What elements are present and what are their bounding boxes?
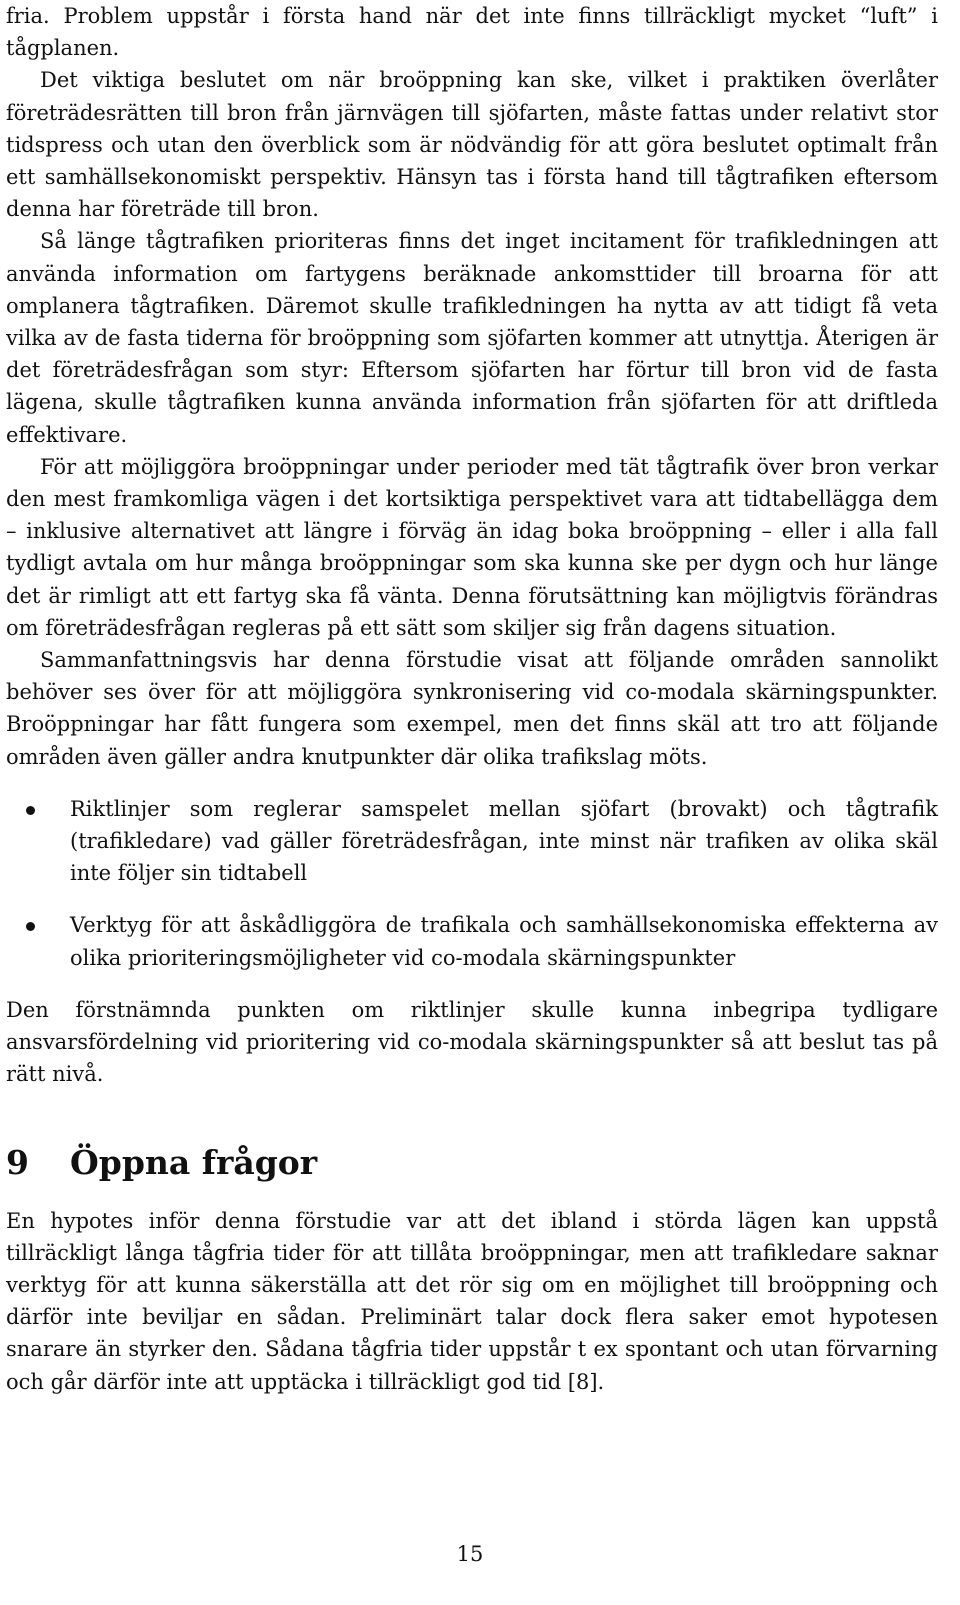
bullet-text: Verktyg för att åskådliggöra de trafikala och samhällsekonomiska effekterna av olika prioriteringsmöjligheter vid co-modala skärningspunkter xyxy=(70,913,938,970)
list-item xyxy=(6,909,938,973)
paragraph-decision: Det viktiga beslutet om när broöppning kan ske, vilket i praktiken överlåter företrädesrätten till bron från järnvägen till sjöfarten, måste fattas under relativt stor tidspress och utan den överblick som är nödvändig för att göra beslutet optimalt från ett samhällsekonomiskt perspektiv. Hänsyn tas i första hand till tågtrafiken eftersom denna har företräde till bron. xyxy=(6,68,938,222)
paragraph-summary: Sammanfattningsvis har denna förstudie visat att följande områden sannolikt behöver ses över för att möjliggöra synkronisering vid co-modala skärningspunkter. Broöppningar har fått fungera som exempel, men det finns skäl att tro att följande områden även gäller andra knutpunkter där olika trafikslag möts. xyxy=(6,648,938,769)
section-heading xyxy=(6,1143,938,1183)
paragraph-continued: fria. Problem uppstår i första hand när det inte finns tillräckligt mycket “luft” i tågplanen. xyxy=(6,4,938,61)
bullet-icon xyxy=(26,806,35,815)
paragraph-bridge-openings: För att möjliggöra broöppningar under perioder med tät tågtrafik över bron verkar den mest framkomliga vägen i det kortsiktiga perspektivet vara att tidtabellägga dem – inklusive alternativet att längre i förväg än idag boka broöppning – eller i alla fall tydligt avtala om hur många broöppningar som ska kunna ske per dygn och hur länge det är rimligt att ett fartyg ska få vänta. Denna förutsättning kan möjligtvis förändras om företrädesfrågan regleras på ett sätt som skiljer sig från dagens situation. xyxy=(6,454,938,640)
paragraph-priority: Så länge tågtrafiken prioriteras finns det inget incitament för trafikledningen att använda information om fartygens beräknade ankomsttider till broarna för att omplanera tågtrafiken. Däremot skulle trafikledningen ha nytta av att tidigt få veta vilka av de fasta tiderna för broöppning som sjöfarten kommer att utnyttja. Återigen är det företrädesfrågan som styr: Eftersom sjöfarten har förtur till bron vid de fasta lägena, skulle tågtrafiken kunna använda information från sjöfarten för att driftleda effektivare. xyxy=(6,229,938,447)
document-page xyxy=(6,0,938,1398)
page-number: 15 xyxy=(456,1542,484,1566)
bullet-icon xyxy=(26,922,35,931)
paragraph-after-list: Den förstnämnda punkten om riktlinjer skulle kunna inbegripa tydligare ansvarsfördelning vid prioritering vid co-modala skärningspunkter så att beslut tas på rätt nivå. xyxy=(6,997,938,1087)
section-number: 9 xyxy=(6,1142,29,1182)
list-item xyxy=(6,793,938,890)
section-paragraph: En hypotes inför denna förstudie var att det ibland i störda lägen kan uppstå tillräckligt långa tågfria tider för att tillåta broöppningar, men att trafikledare saknar verktyg för att kunna säkerställa att det rör sig om en möjlighet till broöppning och därför inte beviljar en sådan. Preliminärt talar dock flera saker emot hypotesen snarare än styrker den. Sådana tågfria tider uppstår t ex spontant och utan förvarning och går därför inte att upptäcka i tillräckligt god tid [8]. xyxy=(6,1208,938,1394)
bullet-list xyxy=(6,793,938,974)
bullet-text: Riktlinjer som reglerar samspelet mellan sjöfart (brovakt) och tågtrafik (trafikledare) vad gäller företrädesfrågan, inte minst när trafiken av olika skäl inte följer sin tidtabell xyxy=(70,796,938,886)
section-title: Öppna frågor xyxy=(70,1142,318,1182)
